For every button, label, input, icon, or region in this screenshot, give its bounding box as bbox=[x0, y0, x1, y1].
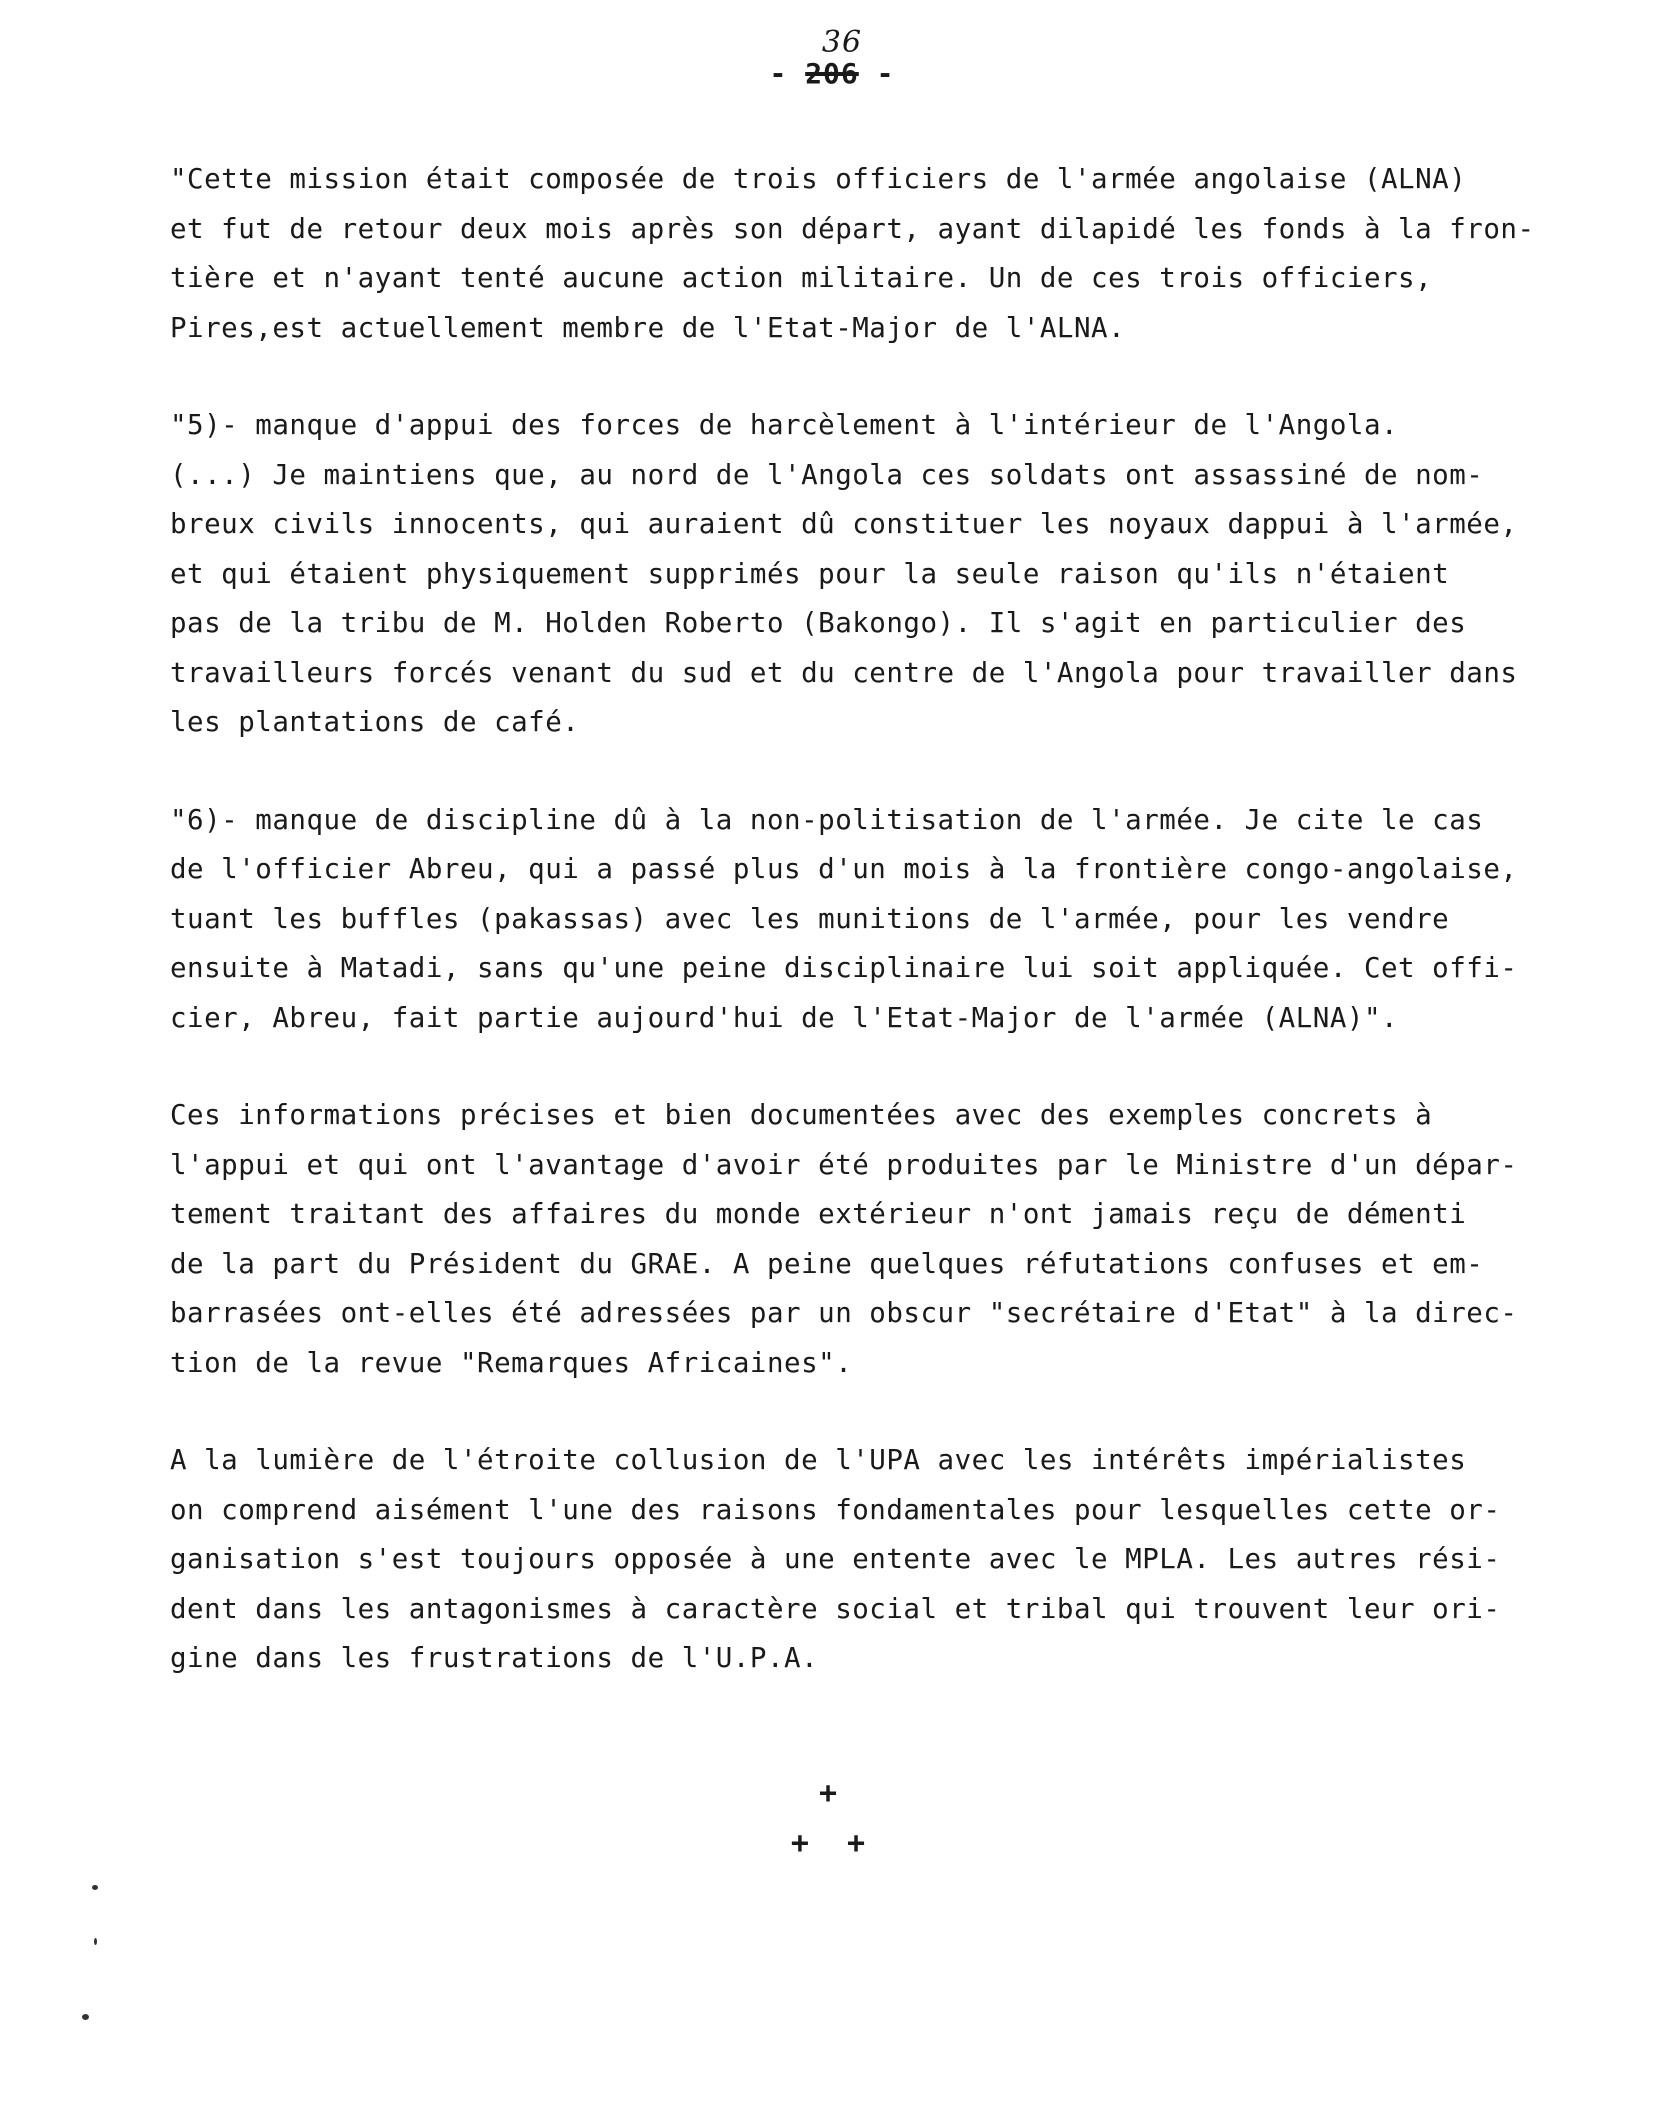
margin-speck bbox=[94, 1938, 97, 1945]
paragraph-informations bbox=[170, 1091, 1630, 1388]
text-line: Ces informations précises et bien documentées avec des exemples concrets à bbox=[170, 1099, 1433, 1131]
text-line: "Cette mission était composée de trois officiers de l'armée angolaise (ALNA) bbox=[170, 163, 1467, 195]
margin-speck bbox=[92, 1885, 98, 1890]
paragraph-point-6 bbox=[170, 796, 1630, 1044]
text-line: et qui étaient physiquement supprimés pour la seule raison qu'ils n'étaient bbox=[170, 557, 1450, 590]
text-line: A la lumière de l'étroite collusion de l'UPA avec les intérêts impérialistes bbox=[170, 1444, 1467, 1476]
text-line: breux civils innocents, qui auraient dû constituer les noyaux dappui à l'armée, bbox=[170, 508, 1518, 540]
text-line: cier, Abreu, fait partie aujourd'hui de l'Etat-Major de l'armée (ALNA)". bbox=[170, 1001, 1399, 1034]
margin-speck bbox=[82, 2014, 89, 2020]
text-line: travailleurs forcés venant du sud et du centre de l'Angola pour travailler dans bbox=[170, 656, 1518, 689]
text-line: tuant les buffles (pakassas) avec les munitions de l'armée, pour les vendre bbox=[170, 902, 1450, 935]
paragraph-point-5 bbox=[170, 401, 1630, 748]
text-line: on comprend aisément l'une des raisons fondamentales pour lesquelles cette or- bbox=[170, 1493, 1501, 1526]
text-line: "5)- manque d'appui des forces de harcèlement à l'intérieur de l'Angola. bbox=[170, 409, 1399, 441]
page-number-typed: - 206 - bbox=[769, 57, 895, 90]
closing-mark-bottom: + + bbox=[790, 1826, 866, 1861]
closing-mark-top: + bbox=[818, 1776, 838, 1811]
text-line: de l'officier Abreu, qui a passé plus d'un mois à la frontière congo-angolaise, bbox=[170, 853, 1518, 885]
text-line: tion de la revue "Remarques Africaines". bbox=[170, 1346, 853, 1379]
text-line: tement traitant des affaires du monde extérieur n'ont jamais reçu de démenti bbox=[170, 1198, 1467, 1230]
text-line: l'appui et qui ont l'avantage d'avoir été produites par le Ministre d'un dépar- bbox=[170, 1148, 1518, 1181]
page-number-handwritten: 36 bbox=[821, 25, 863, 60]
text-line: ganisation s'est toujours opposée à une entente avec le MPLA. Les autres rési- bbox=[170, 1543, 1501, 1575]
text-line: (...) Je maintiens que, au nord de l'Angola ces soldats ont assassiné de nom- bbox=[170, 458, 1484, 491]
text-line: dent dans les antagonismes à caractère social et tribal qui trouvent leur ori- bbox=[170, 1592, 1501, 1625]
text-line: pas de la tribu de M. Holden Roberto (Bakongo). Il s'agit en particulier des bbox=[170, 607, 1467, 639]
text-line: et fut de retour deux mois après son départ, ayant dilapidé les fonds à la fron- bbox=[170, 212, 1535, 245]
text-line: de la part du Président du GRAE. A peine quelques réfutations confuses et em- bbox=[170, 1247, 1484, 1280]
text-line: barrasées ont-elles été adressées par un obscur "secrétaire d'Etat" à la direc- bbox=[170, 1297, 1518, 1329]
text-line: tière et n'ayant tenté aucune action militaire. Un de ces trois officiers, bbox=[170, 262, 1433, 294]
page-number-struck: 206 bbox=[805, 57, 859, 90]
paragraph-upa bbox=[170, 1436, 1630, 1684]
text-line: ensuite à Matadi, sans qu'une peine disciplinaire lui soit appliquée. Cet offi- bbox=[170, 952, 1518, 984]
text-line: "6)- manque de discipline dû à la non-politisation de l'armée. Je cite le cas bbox=[170, 803, 1484, 836]
paragraph-mission bbox=[170, 155, 1630, 353]
text-line: Pires,est actuellement membre de l'Etat-Major de l'ALNA. bbox=[170, 311, 1126, 344]
text-line: les plantations de café. bbox=[170, 706, 580, 738]
body-text bbox=[170, 155, 1630, 1732]
text-line: gine dans les frustrations de l'U.P.A. bbox=[170, 1642, 819, 1674]
page-number bbox=[0, 25, 1664, 90]
